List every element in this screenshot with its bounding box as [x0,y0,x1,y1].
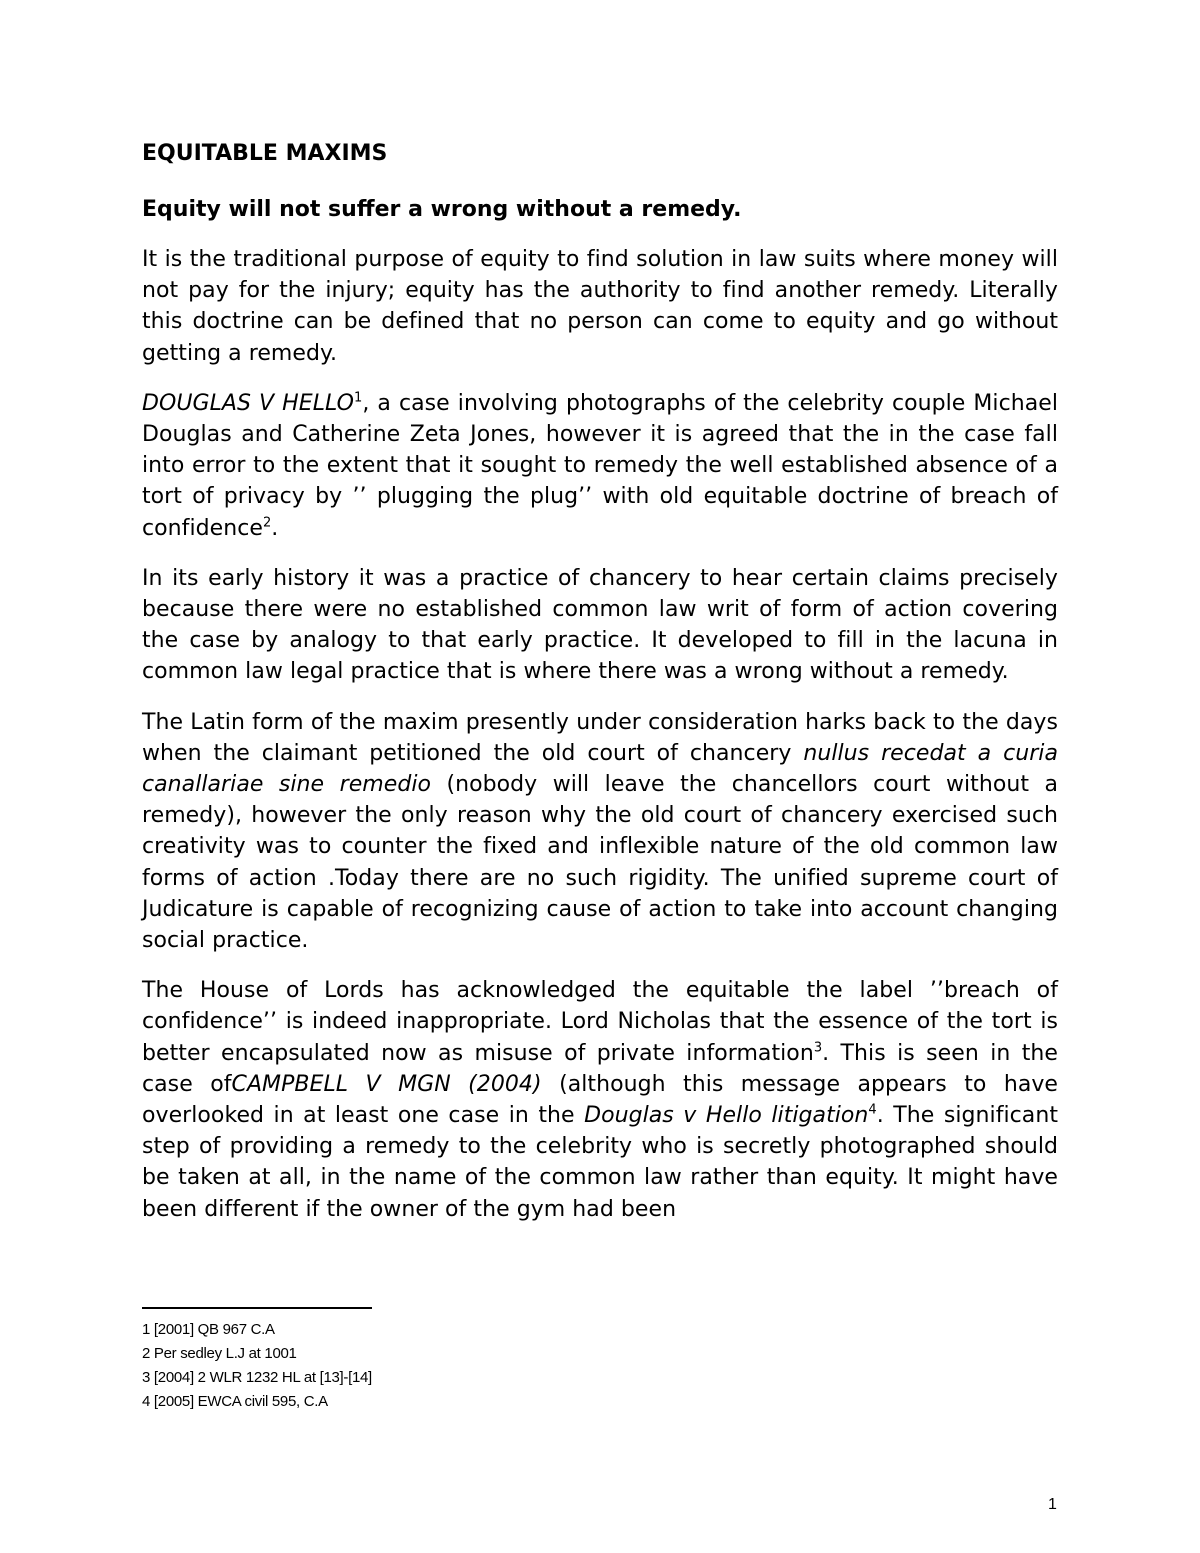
footnote-1: 1 [2001] QB 967 C.A [142,1321,275,1338]
document-page [142,138,1058,1244]
paragraph-2-text: , a case involving photographs of the celebrity couple Michael Douglas and Catherine Zeta Jones, however it is agreed that the in the case fall into error to the extent that it sought to remedy the well established absence of a tort of privacy by ’’ plugging the plug’’ with old equitable doctrine of breach of confidence [142,390,1058,541]
case-name-campbell: CAMPBELL V MGN (2004) [231,1071,542,1097]
footnote-separator [142,1307,372,1309]
footnote-4: 4 [2005] EWCA civil 595, C.A [142,1393,328,1410]
latin-maxim: nullus recedat a curia canallariae sine remedio [142,740,1058,798]
paragraph-5-before: The House of Lords has acknowledged the equitable the label ’’breach of confidence’’ is indeed inappropriate. Lord Nicholas that the essence of the tort is better encapsulated now as misuse of private information [142,978,1058,1066]
paragraph-4 [142,707,1058,957]
paragraph-5 [142,975,1058,1225]
case-name-douglas-litigation: Douglas v Hello litigation [584,1103,869,1129]
footnote-2: 2 Per sedley L.J at 1001 [142,1345,297,1362]
paragraph-5-mid1: . This is seen in the case of [142,1040,1058,1097]
footnote-ref-3[interactable]: 3 [813,1040,823,1056]
section-heading: Equity will not suffer a wrong without a remedy. [142,197,742,222]
page-number: 1 [1048,1496,1057,1513]
footnotes [142,1318,372,1414]
paragraph-2-end: . [271,515,279,541]
paragraph-4-after: (nobody will leave the chancellors court without a remedy), however the only reason why the old court of chancery exercised such creativity was to counter the fixed and inflexible nature of the old common law forms of action .Today there are no such rigidity. The unified supreme court of Judicature is capable of recognizing cause of action to take into account changing social practice. [142,772,1058,954]
document-title: EQUITABLE MAXIMS [142,141,388,166]
paragraph-5-mid2: (although this message appears to have overlooked in at least one case in the [142,1071,1059,1129]
paragraph-5-after: . The significant step of providing a remedy to the celebrity who is secretly photographed should be taken at all, in the name of the common law rather than equity. It might have been different if the owner of the gym had been [142,1103,1058,1222]
paragraph-3: In its early history it was a practice of chancery to hear certain claims precisely because there were no established common law writ of form of action covering the case by analogy to that early practice. It developed to fill in the lacuna in common law legal practice that is where there was a wrong without a remedy. [142,565,1058,685]
footnote-ref-4[interactable]: 4 [868,1102,877,1118]
paragraph-2 [142,388,1058,544]
paragraph-4-before: The Latin form of the maxim presently under consideration harks back to the days when the claimant petitioned the old court of chancery [142,709,1058,766]
footnote-3: 3 [2004] 2 WLR 1232 HL at [13]-[14] [142,1369,372,1386]
case-name-douglas: DOUGLAS V HELLO [142,390,355,416]
footnote-ref-2[interactable]: 2 [262,515,272,531]
paragraph-1: It is the traditional purpose of equity to find solution in law suits where money will not pay for the injury; equity has the authority to find another remedy. Literally this doctrine can be defined that no person can come to equity and go without getting a remedy. [142,247,1058,366]
footnote-ref-1[interactable]: 1 [354,390,363,406]
